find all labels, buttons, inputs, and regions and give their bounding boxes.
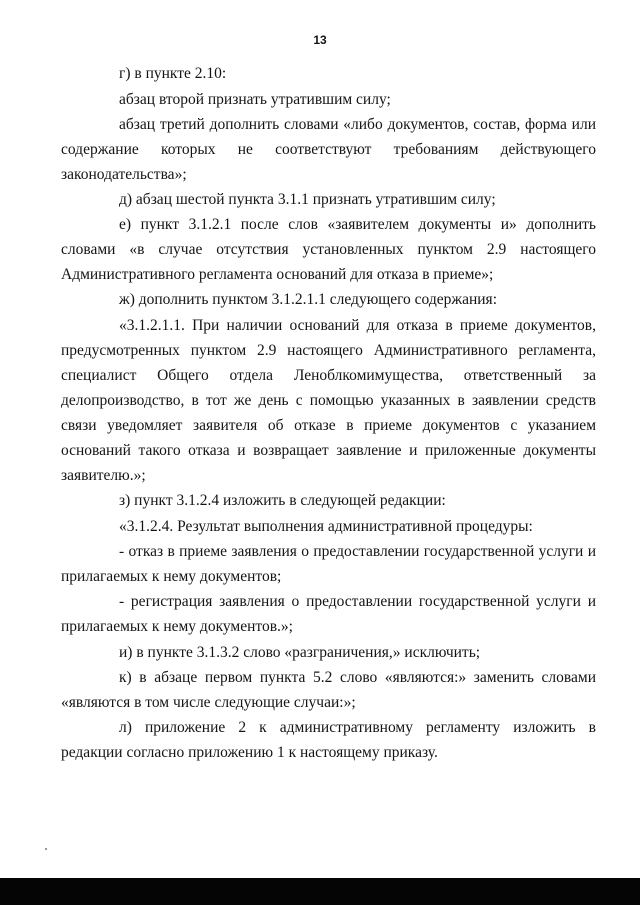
paragraph-line: связи уведомляет заявителя об отказе в приеме документов с указанием — [61, 417, 596, 434]
page-number: 13 — [313, 33, 327, 47]
paragraph-line: и) в пункте 3.1.3.2 слово «разграничения,» исключить; — [119, 644, 481, 661]
paragraph-line: «3.1.2.4. Результат выполнения административной процедуры: — [119, 518, 533, 535]
paragraph-line: «3.1.2.1.1. При наличии оснований для отказа в приеме документов, — [119, 317, 596, 334]
paragraph-line: е) пункт 3.1.2.1 после слов «заявителем документы и» дополнить — [119, 216, 596, 233]
paragraph-line: редакции согласно приложению 1 к настоящему приказу. — [61, 744, 438, 761]
paragraph-line: «являются в том числе следующие случаи:»; — [61, 694, 356, 711]
paragraph-line: Административного регламента оснований для отказа в приеме»; — [61, 266, 494, 283]
paragraph-line: прилагаемых к нему документов; — [61, 568, 282, 585]
paragraph-line: предусмотренных пунктом 2.9 настоящего Административного регламента, — [61, 342, 596, 359]
paragraph-line: г) в пункте 2.10: — [119, 65, 227, 82]
paragraph-line: - регистрация заявления о предоставлении государственной услуги и — [119, 593, 596, 610]
paragraph-line: оснований такого отказа и возвращает заявление и приложенные документы — [61, 442, 596, 459]
paragraph-line: - отказ в приеме заявления о предоставлении государственной услуги и — [119, 543, 596, 560]
paragraph-line: заявителю.»; — [61, 467, 146, 484]
paragraph-line: содержание которых не соответствуют требованиям действующего — [61, 141, 596, 158]
paragraph-line: специалист Общего отдела Леноблкомимущества, ответственный за — [61, 367, 596, 384]
paragraph-line: словами «в случае отсутствия установленных пунктом 2.9 настоящего — [61, 241, 596, 258]
paragraph-line: л) приложение 2 к административному регламенту изложить в — [119, 719, 596, 736]
paragraph-line: к) в абзаце первом пункта 5.2 слово «являются:» заменить словами — [119, 669, 596, 686]
paragraph-line: абзац третий дополнить словами «либо документов, состав, форма или — [119, 116, 596, 133]
paragraph-line: з) пункт 3.1.2.4 изложить в следующей редакции: — [119, 492, 446, 509]
paragraph-line: абзац второй признать утратившим силу; — [119, 91, 391, 108]
paragraph-line: ж) дополнить пунктом 3.1.2.1.1 следующего содержания: — [119, 291, 497, 308]
scan-speck — [45, 848, 47, 850]
paragraph-line: д) абзац шестой пункта 3.1.1 признать утратившим силу; — [119, 191, 496, 208]
paragraph-line: прилагаемых к нему документов.»; — [61, 618, 293, 635]
scan-bottom-bar — [0, 878, 640, 905]
paragraph-line: законодательства»; — [61, 166, 187, 183]
paragraph-line: делопроизводство, в тот же день с помощью указанных в заявлении средств — [61, 392, 596, 409]
